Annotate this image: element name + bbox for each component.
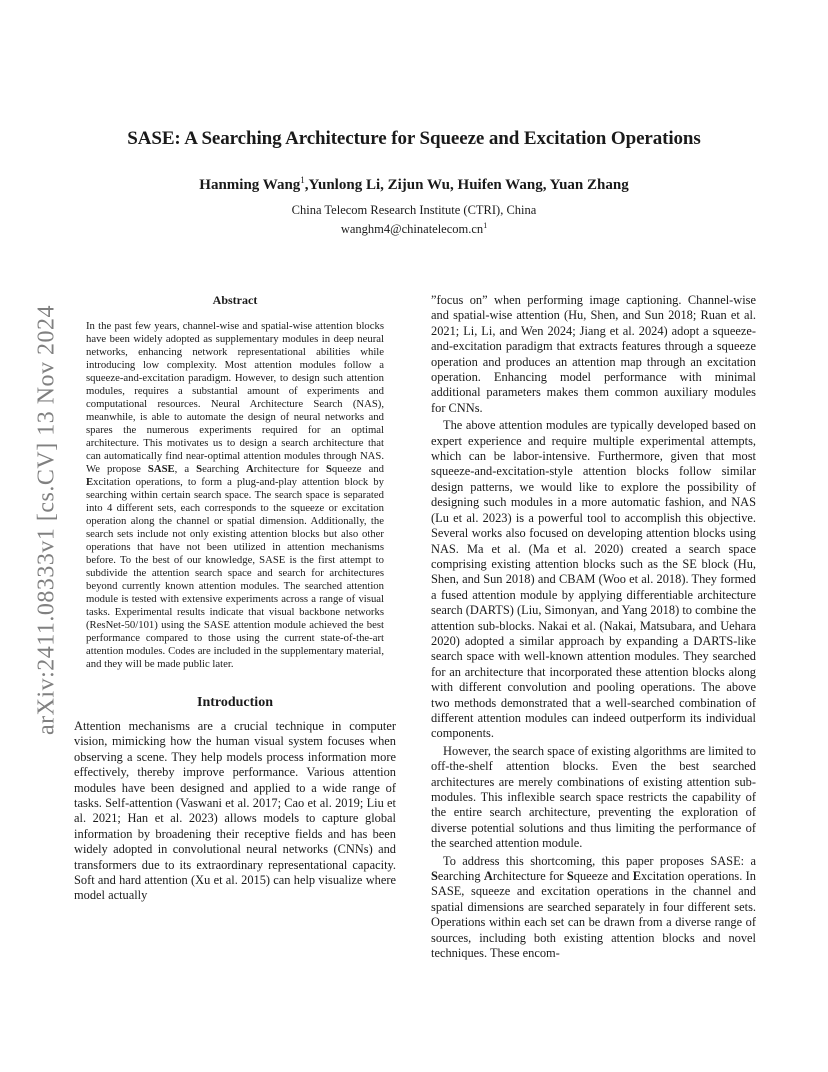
paragraph-part: earching [437,869,484,884]
other-authors: ,Yunlong Li, Zijun Wu, Huifen Wang, Yuan Zhang [304,177,629,193]
introduction-paragraph: Attention mechanisms are a crucial technique in computer vision, mimicking how the human visual system focuses when observing a scene. They help models process information more effectively, thereby improve performance. Various attention modules have been designed and applied to a wide range of tasks. Self-attention (Vaswani et al. 2017; Cao et al. 2019; Liu et al. 2021; Han et al. 2023) allows models to capture global information by broadening their receptive fields and has been widely adopted in convolutional neural networks (CNNs) and transformers due to its extraordinary representational capacity. Soft and hard attention (Xu et al. 2015) can help visualize where model actually [74,719,396,903]
abstract-sase-name: SASE [147,463,175,475]
arxiv-stamp: arXiv:2411.08333v1 [cs.CV] 13 Nov 2024 [33,304,60,736]
paper-title: SASE: A Searching Architecture for Squeeze and Excitation Operations [127,128,701,149]
email-affil-mark: 1 [483,221,488,230]
author-list [0,175,828,194]
introduction-heading: Introduction [197,695,273,710]
abstract-heading: Abstract [212,293,258,307]
paragraph-part: xcitation operations. In SASE, squeeze and excitation operations in the channel and spatial dimensions are searched separately in four different sets. Operations within each set can be drawn from a diverse range of sources, including both existing attention blocks and novel techniques. These encom- [431,869,756,961]
affiliation-email-line [0,218,828,237]
affiliation-block [0,202,828,237]
author-email: wanghm4@chinatelecom.cn [340,222,484,237]
right-paragraph-3: However, the search space of existing algorithms are limited to off-the-shelf attention blocks. Even the best searched architectures are merely combinations of existing attention sub-modules. This inflexible search space restricts the capability of the entire search architecture, preventing the exploration of diverse potential solutions and thus limiting the performance of the searched attention module. [431,743,756,851]
abstract-part: , a [174,463,197,475]
acronym-letter: S [566,869,574,884]
affiliation-institute: China Telecom Research Institute (CTRI), China [291,203,537,217]
right-column [431,293,756,961]
abstract-part: earching [202,463,246,475]
author-affil-mark: 1 [300,175,305,185]
abstract-text [74,320,396,671]
paragraph-part: rchitecture for [492,869,567,884]
right-paragraph-2: The above attention modules are typically developed based on expert experience and require multiple experimental attempts, which can be labor-intensive. Furthermore, given that most squeeze-and-excitation-style attention blocks follow similar design patterns, we would like to explore the possibility of designing such modules in a more automatic fashion, and NAS (Lu et al. 2023) is a powerful tool to accomplish this objective. Several works also focused on developing attention blocks using NAS. Ma et al. (Ma et al. 2020) created a search space comprising existing attention blocks such as the SE block (Hu, Shen, and Sun 2018) and CBAM (Woo et al. 2018). They formed a fused attention module by applying differentiable architecture search (DARTS) (Liu, Simonyan, and Yang 2018) to combine the attention sub-blocks. Nakai et al. (Nakai, Matsubara, and Uehara 2020) adopted a similar approach by expanding a DARTS-like search space with well-known attention modules. They searched for an architecture that incorporated these attention blocks along with different convolution and pooling operations. The above two methods demonstrated that a well-searched combination of different attention modules can indeed outperform its individual components. [431,418,756,741]
first-author: Hanming Wang [199,177,301,193]
abstract-part: xcitation operations, to form a plug-and-play attention block by searching within certain search space. The search space is separated into 4 different sets, each corresponds to the squeeze or excitation operation along the channel or spatial dimension. Additionally, the search sets include not only existing attention blocks but also other operations that have not been utilized in attention mechanisms before. To the best of our knowledge, SASE is the first attempt to subdivide the attention search space and search for architectures beyond currently known attention modules. The searched attention module is tested with extensive experiments across a range of visual tasks. Experimental results indicate that visual backbone networks (ResNet-50/101) using the SASE attention module achieved the best performance compared to those using the current state-of-the-art attention modules. Codes are included in the supplementary material, and they will be made public later. [86,476,384,670]
paragraph-part: queeze and [573,869,633,884]
acronym-letter: S [196,463,203,475]
acronym-letter: A [245,463,254,475]
paragraph-part: To address this shortcoming, this paper proposes SASE: a [443,853,756,868]
acronym-letter: E [86,476,94,488]
abstract-part: In the past few years, channel-wise and spatial-wise attention blocks have been widely adopted as supplementary modules in deep neural networks, enhancing network representational abilities while introducing low complexity. Most attention modules follow a squeeze-and-excitation paradigm. However, to design such attention modules, requires a substantial amount of experiments and computational resources. Neural Architecture Search (NAS), meanwhile, is able to automate the design of neural networks and spares the numerous experiments required for an optimal architecture. This motivates us to design a search architecture that can automatically find near-optimal attention modules through NAS. We propose [86,320,384,475]
acronym-letter: E [632,869,641,884]
abstract-part: queeze and [331,463,385,475]
right-paragraph-4 [431,854,756,962]
right-paragraph-1: ”focus on” when performing image captioning. Channel-wise and spatial-wise attention (Hu, Shen, and Sun 2018; Ruan et al. 2021; Li, Li, and Wen 2024; Jiang et al. 2024) adopt a squeeze-and-excitation paradigm that extracts features through a squeeze operation and produces an attention map through an excitation operation. Enhancing model performance with minimal additional parameters makes them common auxiliary modules for CNNs. [431,293,756,415]
acronym-letter: A [483,869,493,884]
abstract-part: rchitecture for [253,463,326,475]
left-column [74,293,396,904]
acronym-letter: S [325,463,332,475]
acronym-letter: S [431,869,438,884]
